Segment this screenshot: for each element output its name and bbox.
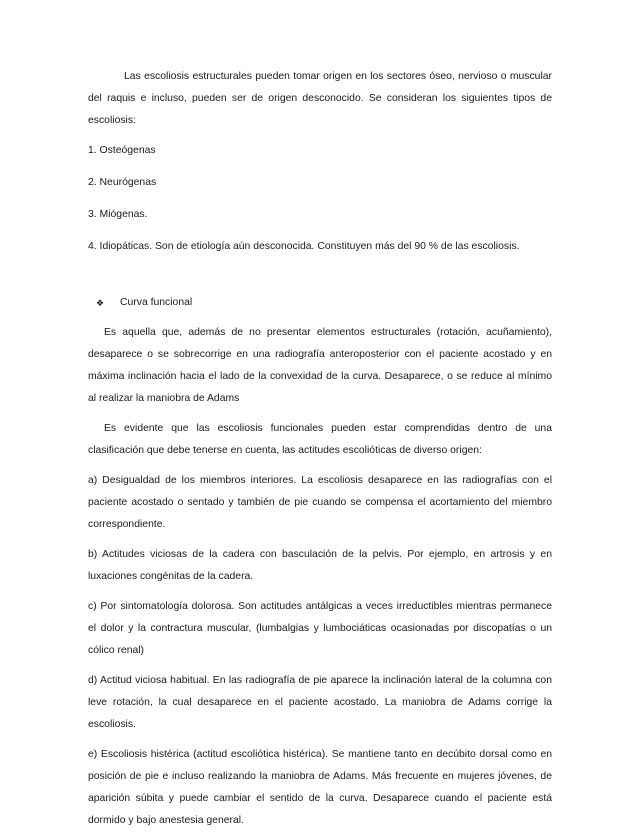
list-item-b: b) Actitudes viciosas de la cadera con basculación de la pelvis. Por ejemplo, en artrosis y en luxaciones congénitas de la cadera. <box>88 549 552 582</box>
type-item-idiopaticas: 4. Idiopáticas. Son de etiología aún desconocida. Constituyen más del 90 % de las escoliosis. <box>88 241 520 252</box>
list-item-c: c) Por sintomatología dolorosa. Son actitudes antálgicas a veces irreductibles mientras permanece el dolor y la contractura muscular, (lumbalgias y lumbociáticas ocasionadas por discopatías o un cólico renal) <box>88 601 552 656</box>
list-item-e: e) Escoliosis histérica (actitud escoliótica histérica). Se mantiene tanto en decúbito dorsal como en posición de pie e incluso realizando la maniobra de Adams. Más frecuente en mujeres jóvenes, de aparición súbita y puede cambiar el sentido de la curva. Desaparece cuando el paciente está dormido y bajo anestesia general. <box>88 749 552 826</box>
definition-paragraph: Es aquella que, además de no presentar elementos estructurales (rotación, acuñamiento), desaparece o se sobrecorrige en una radiografía anteroposterior con el paciente acostado y en máxima inclinación hacia el lado de la convexidad de la curva. Desaparece, o se reduce al mínimo al realizar la maniobra de Adams <box>88 327 552 404</box>
evident-paragraph: Es evidente que las escoliosis funcionales pueden estar comprendidas dentro de una clasificación que debe tenerse en cuenta, las actitudes escolióticas de diverso origen: <box>88 423 552 456</box>
type-item-osteogenas: 1. Osteógenas <box>88 145 156 156</box>
type-item-neurogenas: 2. Neurógenas <box>88 177 157 188</box>
section-heading <box>88 292 552 314</box>
type-item-miogenas: 3. Miógenas. <box>88 209 148 220</box>
list-item-a: a) Desigualdad de los miembros interiores. La escoliosis desaparece en las radiografías con el paciente acostado o sentado y también de pie cuando se compensa el acortamiento del miembro correspondiente. <box>88 475 552 530</box>
list-item-d: d) Actitud viciosa habitual. En las radiografía de pie aparece la inclinación lateral de la columna con leve rotación, la cual desaparece en el paciente acostado. La maniobra de Adams corrige la escoliosis. <box>88 675 552 730</box>
section-heading-label: Curva funcional <box>120 297 193 308</box>
document-page <box>88 66 552 832</box>
intro-paragraph: Las escoliosis estructurales pueden tomar origen en los sectores óseo, nervioso o muscular del raquis e incluso, pueden ser de origen desconocido. Se consideran los siguientes tipos de escoliosis: <box>88 71 552 126</box>
diamond-bullet-icon: ❖ <box>96 298 105 308</box>
